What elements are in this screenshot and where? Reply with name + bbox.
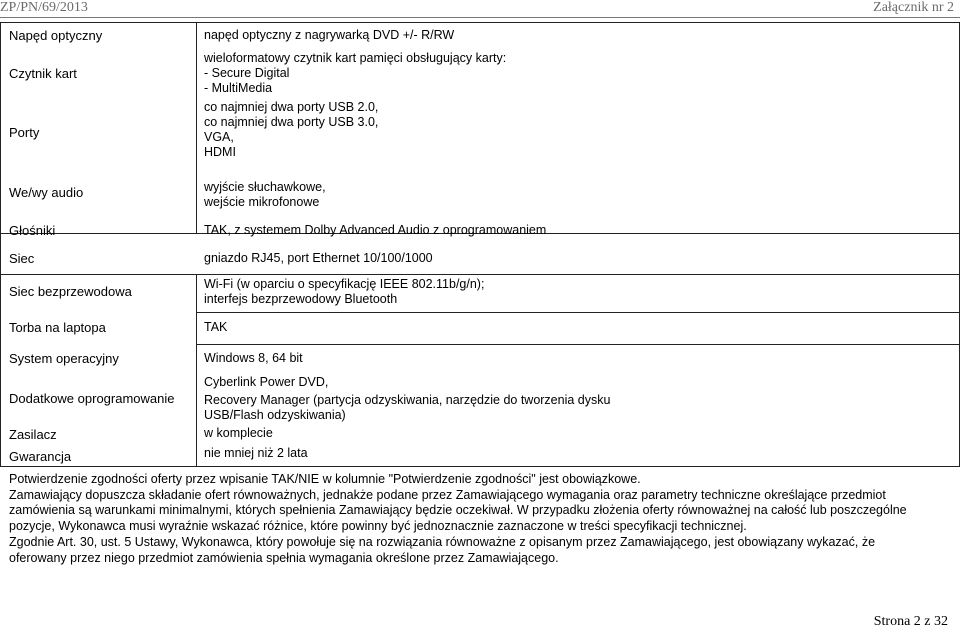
- spec-label: Głośniki: [9, 223, 56, 238]
- row-rule-network-bottom: [0, 274, 960, 275]
- spec-label: Siec bezprzewodowa: [9, 284, 132, 299]
- column-divider-lower: [196, 274, 197, 466]
- spec-label: System operacyjny: [9, 351, 119, 366]
- note-line: zamówienia są warunkami minimalnymi, których spełnienia Zamawiający będzie oczekiwał. W przypadku złożenia oferty równoważnej na całość lub poszczególne: [9, 503, 907, 518]
- spec-label: Dodatkowe oprogramowanie: [9, 391, 175, 406]
- notes-section: [9, 472, 954, 566]
- spec-value: Cyberlink Power DVD, Recovery Manager (partycja odzyskiwania, narzędzie do tworzenia dysku USB/Flash odzyskiwania): [204, 375, 611, 422]
- spec-label: We/wy audio: [9, 185, 84, 200]
- spec-value: napęd optyczny z nagrywarką DVD +/- R/RW: [204, 28, 455, 42]
- spec-label: Czytnik kart: [9, 66, 77, 81]
- attachment-label: Załącznik nr 2: [873, 0, 954, 15]
- spec-label: Porty: [9, 125, 40, 140]
- spec-value: gniazdo RJ45, port Ethernet 10/100/1000: [204, 251, 433, 265]
- table-top-border: [0, 22, 960, 23]
- spec-value: TAK: [204, 320, 228, 334]
- spec-value: TAK, z systemem Dolby Advanced Audio z oprogramowaniem: [204, 223, 547, 237]
- spec-value: nie mniej niż 2 lata: [204, 446, 308, 460]
- spec-value: w komplecie: [204, 426, 273, 440]
- spec-label: Torba na laptopa: [9, 320, 106, 335]
- spec-value: wieloformatowy czytnik kart pamięci obsługujący karty: - Secure Digital - MultiMedia: [204, 51, 507, 95]
- spec-label: Napęd optyczny: [9, 28, 103, 43]
- page-number: Strona 2 z 32: [873, 614, 948, 629]
- note-line: Zamawiający dopuszcza składanie ofert równoważnych, jednakże podane przez Zamawiającego wymagania oraz parametry techniczne określające przedmiot: [9, 487, 886, 502]
- note-line: Zgodnie Art. 30, ust. 5 Ustawy, Wykonawca, który powołuje się na rozwiązania równoważne z opisanym przez Zamawiającego, jest obowiązany wykazać, że: [9, 534, 876, 549]
- spec-value: wyjście słuchawkowe, wejście mikrofonowe: [204, 180, 326, 209]
- spec-value: co najmniej dwa porty USB 2.0, co najmniej dwa porty USB 3.0, VGA, HDMI: [204, 100, 379, 159]
- spec-value: Windows 8, 64 bit: [204, 351, 303, 365]
- row-rule-wifi-bottom: [197, 312, 959, 313]
- note-line: Potwierdzenie zgodności oferty przez wpisanie TAK/NIE w kolumnie "Potwierdzenie zgodności" jest obowiązkowe.: [9, 472, 641, 486]
- spec-label: Siec: [9, 251, 35, 266]
- row-rule-bag-bottom: [197, 344, 959, 345]
- spec-value: Wi-Fi (w oparciu o specyfikację IEEE 802.11b/g/n); interfejs bezprzewodowy Bluetooth: [204, 277, 485, 306]
- header-rule: [0, 17, 960, 18]
- page-header: [0, 0, 960, 18]
- spec-label: Zasilacz: [9, 427, 57, 442]
- table-bottom-border: [0, 466, 960, 467]
- column-divider-upper: [196, 22, 197, 233]
- note-line: pozycje, Wykonawca musi wyraźnie wskazać różnice, które powinny być jednoznacznie zaznaczone w treści specyfikacji technicznej.: [9, 519, 747, 534]
- spec-label: Gwarancja: [9, 449, 72, 464]
- document-reference: ZP/PN/69/2013: [0, 0, 88, 15]
- table-left-border: [0, 22, 1, 466]
- note-line: oferowany przez niego przedmiot zamówienia spełnia wymagania określone przez Zamawiającego.: [9, 550, 559, 565]
